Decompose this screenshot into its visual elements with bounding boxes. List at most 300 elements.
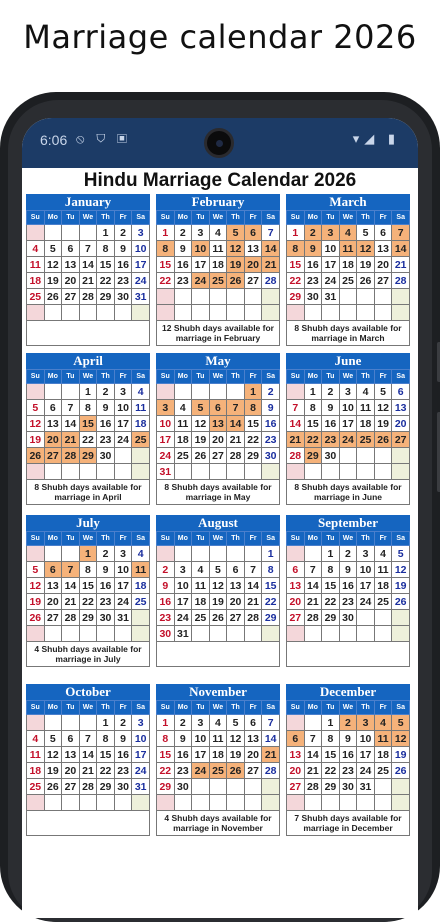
empty-cell	[304, 795, 322, 811]
day-cell: 7	[62, 400, 80, 416]
day-cell: 2	[97, 546, 115, 562]
empty-cell	[287, 384, 305, 400]
day-cell: 10	[132, 731, 150, 747]
day-cell: 15	[97, 257, 115, 273]
weekday-label: Su	[27, 701, 45, 715]
weekday-label: Mo	[304, 532, 322, 546]
day-cell: 11	[209, 731, 227, 747]
signal-battery-icons: ▾◢ ▮	[352, 131, 400, 146]
shubh-day-cell: 24	[192, 763, 210, 779]
month-september	[286, 515, 410, 667]
day-cell: 9	[322, 400, 340, 416]
weekday-label: We	[209, 211, 227, 225]
day-cell: 24	[132, 273, 150, 289]
day-cell: 23	[157, 610, 175, 626]
empty-cell	[132, 626, 150, 642]
day-cell: 29	[79, 610, 97, 626]
day-cell: 2	[322, 384, 340, 400]
weekday-label: Sa	[262, 370, 280, 384]
day-cell: 5	[27, 400, 45, 416]
day-cell: 4	[132, 546, 150, 562]
empty-cell	[27, 305, 45, 321]
day-cell: 25	[174, 448, 192, 464]
empty-cell	[27, 464, 45, 480]
empty-cell	[174, 384, 192, 400]
day-cell: 8	[97, 731, 115, 747]
day-cell: 1	[97, 225, 115, 241]
day-cell: 24	[322, 273, 340, 289]
month-grid	[26, 700, 150, 811]
day-cell: 13	[374, 241, 392, 257]
day-cell: 12	[44, 257, 62, 273]
month-grid	[26, 531, 150, 642]
day-cell: 23	[174, 273, 192, 289]
empty-cell	[322, 795, 340, 811]
weekday-label: Tu	[322, 211, 340, 225]
day-cell: 25	[339, 273, 357, 289]
day-cell: 22	[157, 763, 175, 779]
day-cell: 4	[27, 241, 45, 257]
shubh-days-note: 4 Shubh days available for marriage in July	[26, 642, 150, 667]
day-cell: 20	[227, 594, 245, 610]
shubh-day-cell: 21	[262, 257, 280, 273]
day-cell: 18	[27, 763, 45, 779]
day-cell: 31	[132, 289, 150, 305]
shubh-days-note	[26, 321, 150, 346]
month-grid	[286, 369, 410, 480]
empty-cell	[227, 626, 245, 642]
day-cell: 29	[97, 779, 115, 795]
empty-cell	[174, 289, 192, 305]
empty-cell	[174, 305, 192, 321]
day-cell: 28	[62, 610, 80, 626]
weekday-label: Mo	[304, 701, 322, 715]
day-cell: 17	[357, 578, 375, 594]
empty-cell	[374, 779, 392, 795]
weekday-label: Sa	[132, 370, 150, 384]
day-cell: 6	[287, 562, 305, 578]
day-cell: 19	[44, 273, 62, 289]
day-cell: 26	[27, 610, 45, 626]
day-cell: 20	[244, 747, 262, 763]
day-cell: 9	[339, 731, 357, 747]
day-cell: 3	[132, 225, 150, 241]
day-cell: 14	[62, 578, 80, 594]
empty-cell	[97, 626, 115, 642]
day-cell: 14	[304, 578, 322, 594]
shubh-days-note: 4 Shubh days available for marriage in November	[156, 811, 280, 836]
day-cell: 26	[392, 594, 410, 610]
weekday-label: Mo	[304, 211, 322, 225]
day-cell: 22	[97, 763, 115, 779]
empty-cell	[392, 626, 410, 642]
day-cell: 15	[322, 578, 340, 594]
month-grid	[286, 210, 410, 321]
empty-cell	[192, 779, 210, 795]
day-cell: 27	[244, 763, 262, 779]
day-cell: 26	[209, 610, 227, 626]
day-cell: 30	[322, 448, 340, 464]
day-cell: 4	[357, 384, 375, 400]
empty-cell	[44, 795, 62, 811]
month-grid	[156, 210, 280, 321]
day-cell: 6	[374, 225, 392, 241]
day-cell: 27	[44, 610, 62, 626]
shubh-day-cell: 26	[27, 448, 45, 464]
day-cell: 25	[374, 594, 392, 610]
weekday-label: We	[209, 370, 227, 384]
day-cell: 26	[357, 273, 375, 289]
empty-cell	[304, 546, 322, 562]
shubh-day-cell: 8	[157, 241, 175, 257]
shubh-days-note: 7 Shubh days available for marriage in December	[286, 811, 410, 836]
day-cell: 14	[287, 416, 305, 432]
empty-cell	[322, 464, 340, 480]
day-cell: 2	[114, 225, 132, 241]
day-cell: 24	[114, 432, 132, 448]
day-cell: 21	[392, 257, 410, 273]
day-cell: 17	[322, 257, 340, 273]
shubh-day-cell: 4	[339, 225, 357, 241]
empty-cell	[114, 448, 132, 464]
day-cell: 24	[132, 763, 150, 779]
day-cell: 13	[44, 416, 62, 432]
month-grid	[26, 369, 150, 480]
day-cell: 1	[157, 715, 175, 731]
day-cell: 4	[209, 715, 227, 731]
shubh-days-note: 8 Shubh days available for marriage in April	[26, 480, 150, 505]
weekday-label: Tu	[62, 701, 80, 715]
empty-cell	[227, 464, 245, 480]
empty-cell	[157, 546, 175, 562]
day-cell: 18	[174, 432, 192, 448]
day-cell: 25	[374, 763, 392, 779]
shubh-day-cell: 26	[374, 432, 392, 448]
month-august	[156, 515, 280, 667]
weekday-label: Th	[97, 370, 115, 384]
day-cell: 1	[79, 384, 97, 400]
weekday-label: Th	[97, 701, 115, 715]
weekday-label: Tu	[322, 701, 340, 715]
empty-cell	[392, 464, 410, 480]
empty-cell	[244, 464, 262, 480]
day-cell: 4	[374, 546, 392, 562]
day-cell: 23	[339, 594, 357, 610]
empty-cell	[374, 626, 392, 642]
day-cell: 31	[322, 289, 340, 305]
month-january	[26, 194, 150, 346]
month-name: March	[286, 194, 410, 210]
weekday-label: Mo	[174, 211, 192, 225]
shubh-day-cell: 6	[287, 731, 305, 747]
empty-cell	[287, 305, 305, 321]
day-cell: 30	[157, 626, 175, 642]
day-cell: 9	[97, 400, 115, 416]
weekday-label: Su	[287, 701, 305, 715]
empty-cell	[62, 795, 80, 811]
day-cell: 15	[97, 747, 115, 763]
day-cell: 18	[132, 416, 150, 432]
day-cell: 10	[132, 241, 150, 257]
weekday-label: Fr	[374, 211, 392, 225]
weekday-label: Su	[287, 211, 305, 225]
shubh-day-cell: 20	[44, 432, 62, 448]
month-name: September	[286, 515, 410, 531]
day-cell: 7	[304, 562, 322, 578]
month-april	[26, 353, 150, 505]
shubh-day-cell: 5	[192, 400, 210, 416]
day-cell: 19	[27, 432, 45, 448]
weekday-label: Su	[27, 370, 45, 384]
day-cell: 30	[114, 779, 132, 795]
empty-cell	[62, 464, 80, 480]
weekday-label: Th	[227, 370, 245, 384]
day-cell: 24	[357, 594, 375, 610]
day-cell: 10	[114, 562, 132, 578]
day-cell: 29	[287, 289, 305, 305]
shubh-day-cell: 14	[392, 241, 410, 257]
day-cell: 23	[262, 432, 280, 448]
day-cell: 20	[62, 763, 80, 779]
day-cell: 18	[209, 257, 227, 273]
headline: Marriage calendar 2026	[23, 18, 417, 56]
month-may	[156, 353, 280, 505]
day-cell: 7	[304, 731, 322, 747]
day-cell: 21	[79, 273, 97, 289]
day-cell: 21	[304, 594, 322, 610]
day-cell: 19	[44, 763, 62, 779]
empty-cell	[62, 225, 80, 241]
empty-cell	[174, 546, 192, 562]
empty-cell	[287, 546, 305, 562]
day-cell: 5	[227, 715, 245, 731]
day-cell: 16	[114, 747, 132, 763]
day-cell: 10	[322, 241, 340, 257]
month-july	[26, 515, 150, 667]
weekday-label: Tu	[192, 532, 210, 546]
month-december	[286, 684, 410, 836]
day-cell: 29	[322, 610, 340, 626]
day-cell: 28	[79, 289, 97, 305]
empty-cell	[44, 225, 62, 241]
empty-cell	[262, 464, 280, 480]
day-cell: 24	[357, 763, 375, 779]
day-cell: 27	[244, 273, 262, 289]
day-cell: 16	[114, 257, 132, 273]
shubh-day-cell: 10	[192, 241, 210, 257]
empty-cell	[339, 626, 357, 642]
day-cell: 19	[374, 416, 392, 432]
weekday-label: Tu	[62, 532, 80, 546]
empty-cell	[27, 626, 45, 642]
shubh-day-cell: 13	[209, 416, 227, 432]
empty-cell	[114, 795, 132, 811]
day-cell: 18	[374, 747, 392, 763]
empty-cell	[322, 305, 340, 321]
day-cell: 13	[227, 578, 245, 594]
day-cell: 18	[27, 273, 45, 289]
day-cell: 23	[114, 273, 132, 289]
day-cell: 11	[209, 241, 227, 257]
empty-cell	[227, 546, 245, 562]
day-cell: 19	[209, 594, 227, 610]
day-cell: 18	[357, 416, 375, 432]
empty-cell	[374, 448, 392, 464]
day-cell: 17	[357, 747, 375, 763]
day-cell: 2	[97, 384, 115, 400]
day-cell: 23	[97, 594, 115, 610]
shubh-day-cell: 8	[244, 400, 262, 416]
empty-cell	[244, 626, 262, 642]
shubh-day-cell: 3	[357, 715, 375, 731]
empty-cell	[62, 546, 80, 562]
day-cell: 1	[97, 715, 115, 731]
weekday-label: We	[339, 211, 357, 225]
weekday-label: Mo	[44, 211, 62, 225]
notification-icons: ⦸ ⛉ ▣	[76, 131, 131, 146]
weekday-label: Fr	[244, 370, 262, 384]
empty-cell	[27, 225, 45, 241]
empty-cell	[262, 289, 280, 305]
day-cell: 13	[244, 731, 262, 747]
weekday-label: Mo	[174, 701, 192, 715]
day-cell: 15	[262, 578, 280, 594]
day-cell: 28	[262, 763, 280, 779]
empty-cell	[192, 464, 210, 480]
empty-cell	[27, 715, 45, 731]
day-cell: 11	[27, 747, 45, 763]
empty-cell	[392, 779, 410, 795]
empty-cell	[244, 779, 262, 795]
day-cell: 6	[244, 715, 262, 731]
shubh-day-cell: 11	[339, 241, 357, 257]
day-cell: 8	[322, 562, 340, 578]
empty-cell	[287, 464, 305, 480]
shubh-day-cell: 5	[227, 225, 245, 241]
empty-cell	[244, 795, 262, 811]
day-cell: 22	[287, 273, 305, 289]
status-bar	[22, 118, 418, 168]
day-cell: 13	[287, 747, 305, 763]
empty-cell	[79, 795, 97, 811]
shubh-day-cell: 9	[304, 241, 322, 257]
day-cell: 10	[174, 578, 192, 594]
day-cell: 28	[304, 779, 322, 795]
day-cell: 8	[157, 731, 175, 747]
weekday-label: We	[79, 370, 97, 384]
empty-cell	[244, 546, 262, 562]
shubh-day-cell: 27	[44, 448, 62, 464]
weekday-label: Tu	[62, 211, 80, 225]
empty-cell	[262, 305, 280, 321]
weekday-label: Su	[157, 370, 175, 384]
empty-cell	[62, 384, 80, 400]
day-cell: 9	[114, 731, 132, 747]
day-cell: 9	[114, 241, 132, 257]
day-cell: 17	[192, 747, 210, 763]
shubh-days-note: 8 Shubh days available for marriage in March	[286, 321, 410, 346]
month-grid	[156, 700, 280, 811]
day-cell: 24	[114, 594, 132, 610]
day-cell: 16	[339, 578, 357, 594]
day-cell: 3	[339, 384, 357, 400]
day-cell: 27	[287, 610, 305, 626]
day-cell: 4	[174, 400, 192, 416]
empty-cell	[304, 464, 322, 480]
weekday-label: We	[339, 370, 357, 384]
weekday-label: Mo	[174, 370, 192, 384]
empty-cell	[304, 305, 322, 321]
empty-cell	[174, 464, 192, 480]
empty-cell	[209, 779, 227, 795]
day-cell: 17	[192, 257, 210, 273]
day-cell: 25	[132, 594, 150, 610]
shubh-day-cell: 24	[192, 273, 210, 289]
day-cell: 7	[79, 731, 97, 747]
empty-cell	[174, 795, 192, 811]
empty-cell	[27, 384, 45, 400]
day-cell: 30	[97, 448, 115, 464]
day-cell: 3	[192, 225, 210, 241]
empty-cell	[192, 546, 210, 562]
empty-cell	[339, 289, 357, 305]
day-cell: 15	[157, 257, 175, 273]
day-cell: 14	[304, 747, 322, 763]
weekday-label: Sa	[132, 701, 150, 715]
day-cell: 14	[79, 257, 97, 273]
shubh-day-cell: 25	[357, 432, 375, 448]
day-cell: 26	[392, 763, 410, 779]
day-cell: 28	[244, 610, 262, 626]
day-cell: 9	[174, 731, 192, 747]
empty-cell	[157, 289, 175, 305]
day-cell: 13	[62, 747, 80, 763]
day-cell: 11	[192, 578, 210, 594]
day-cell: 3	[132, 715, 150, 731]
day-cell: 11	[132, 400, 150, 416]
day-cell: 30	[97, 610, 115, 626]
weekday-label: Tu	[322, 370, 340, 384]
day-cell: 16	[174, 747, 192, 763]
weekday-label: Mo	[174, 532, 192, 546]
weekday-label: Su	[27, 211, 45, 225]
day-cell: 20	[62, 273, 80, 289]
shubh-days-note: 8 Shubh days available for marriage in May	[156, 480, 280, 505]
month-october	[26, 684, 150, 836]
day-cell: 5	[374, 384, 392, 400]
weekday-label: We	[79, 211, 97, 225]
empty-cell	[357, 610, 375, 626]
day-cell: 2	[174, 225, 192, 241]
day-cell: 3	[357, 546, 375, 562]
day-cell: 31	[157, 464, 175, 480]
weekday-label: Sa	[392, 370, 410, 384]
shubh-day-cell: 6	[209, 400, 227, 416]
day-cell: 12	[44, 747, 62, 763]
day-cell: 19	[392, 747, 410, 763]
empty-cell	[287, 626, 305, 642]
day-cell: 11	[374, 562, 392, 578]
empty-cell	[114, 305, 132, 321]
empty-cell	[44, 626, 62, 642]
day-cell: 8	[322, 731, 340, 747]
weekday-label: Sa	[262, 211, 280, 225]
empty-cell	[114, 464, 132, 480]
shubh-day-cell: 25	[132, 432, 150, 448]
empty-cell	[357, 464, 375, 480]
empty-cell	[97, 464, 115, 480]
month-grid	[286, 700, 410, 811]
